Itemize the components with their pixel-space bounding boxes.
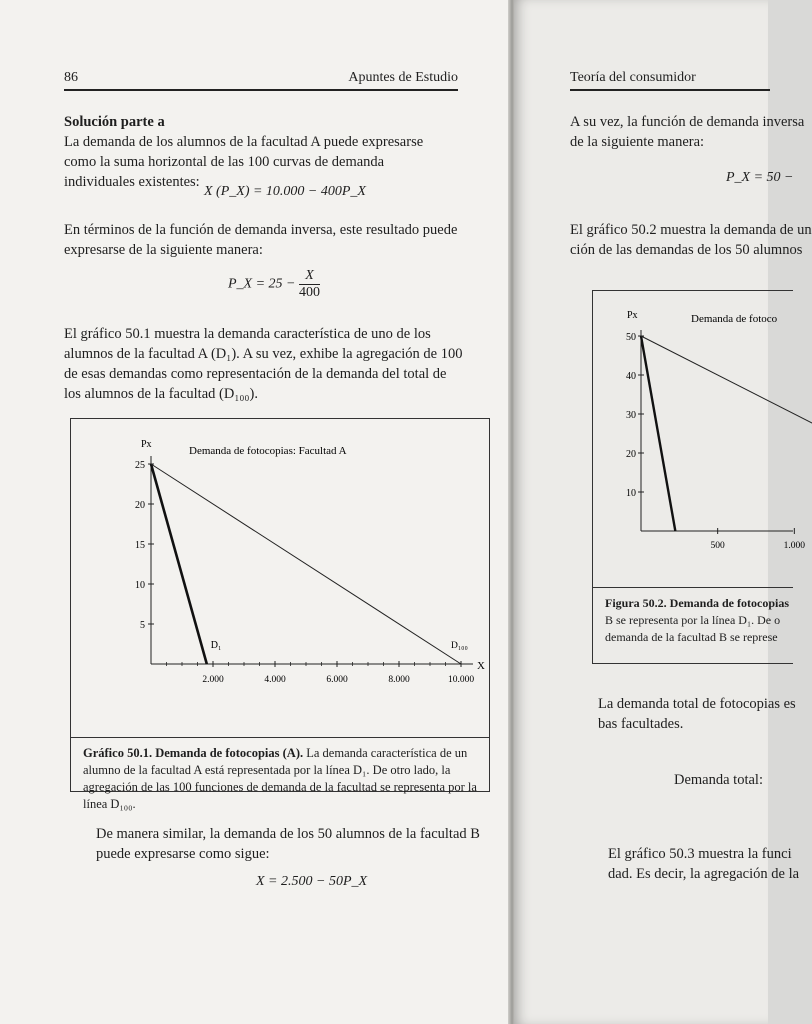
series-d1-label: D₁ bbox=[210, 640, 222, 651]
equation-2 bbox=[228, 268, 320, 301]
right-paragraph-1: A su vez, la función de demanda inversa bbox=[570, 114, 805, 130]
right-paragraph-3: La demanda total de fotocopias es bbox=[598, 696, 796, 712]
right-equation-1: P_X = 50 − bbox=[726, 170, 794, 185]
y-axis-label: Px bbox=[141, 439, 152, 450]
y-tick-label: 10 bbox=[135, 580, 145, 591]
page-number: 86 bbox=[64, 70, 78, 85]
x-tick-label: 4.000 bbox=[264, 675, 286, 685]
total-demand-label: Demanda total: bbox=[674, 772, 763, 788]
y-tick-label: 5 bbox=[140, 620, 145, 631]
y-tick-label: 40 bbox=[626, 371, 636, 382]
y-tick-label: 50 bbox=[626, 332, 636, 343]
figure-50-2 bbox=[592, 290, 806, 664]
y-axis-label: Px bbox=[627, 310, 638, 321]
right-caption-bold: Figura 50.2. Demanda de fotocopias bbox=[605, 596, 789, 610]
section-heading: Solución parte a bbox=[64, 114, 165, 130]
right-paragraph-4b: dad. Es decir, la agregación de la bbox=[608, 866, 800, 882]
header-rule bbox=[64, 89, 458, 91]
paragraph-3: El gráfico 50.1 muestra la demanda característica de uno de los alumnos de la facultad A (D₁). A su vez, exhibe la agregación de 100 de esas demandas como representación de la demanda del total de los alumnos de la facultad (D₁₀₀). bbox=[64, 326, 463, 402]
right-paragraph-2b: ción de las demandas de los 50 alumnos bbox=[570, 242, 803, 258]
chart-title: Demanda de fotoco bbox=[691, 313, 778, 325]
right-caption-line-3: demanda de la facultad B se represe bbox=[605, 630, 778, 644]
y-tick-label: 20 bbox=[135, 500, 145, 511]
series-d50-line bbox=[641, 336, 812, 531]
figure-50-1 bbox=[70, 418, 490, 811]
right-paragraph-3b: bas facultades. bbox=[598, 716, 684, 732]
equation-3 bbox=[256, 874, 367, 890]
y-tick-label: 25 bbox=[135, 460, 145, 471]
right-paragraph-4: El gráfico 50.3 muestra la funci bbox=[608, 846, 792, 862]
running-head: Apuntes de Estudio bbox=[348, 70, 458, 85]
series-d100-label: D₁₀₀ bbox=[451, 641, 468, 651]
figure-50-1-caption bbox=[71, 737, 489, 811]
paragraph-2: En términos de la función de demanda inversa, este resultado puede expresarse de la siguiente manera: bbox=[64, 222, 458, 258]
right-paragraph-2: El gráfico 50.2 muestra la demanda de un bbox=[570, 222, 812, 238]
y-tick-label: 30 bbox=[626, 410, 636, 421]
equation-3-text: X = 2.500 − 50P_X bbox=[256, 874, 368, 889]
right-running-head: Teoría del consumidor bbox=[570, 70, 696, 85]
equation-2-denominator: 400 bbox=[299, 285, 320, 300]
equation-2-fraction bbox=[299, 268, 320, 301]
y-tick-label: 20 bbox=[626, 449, 636, 460]
series-d1-line bbox=[151, 464, 207, 664]
x-tick-label: 2.000 bbox=[202, 675, 224, 685]
x-tick-label: 500 bbox=[710, 541, 725, 551]
y-tick-label: 15 bbox=[135, 540, 145, 551]
right-header-rule bbox=[570, 89, 770, 91]
x-tick-label: 8.000 bbox=[388, 675, 410, 685]
chart-facultad-b bbox=[593, 291, 806, 587]
right-page bbox=[514, 0, 812, 1024]
figure-50-2-caption bbox=[593, 587, 793, 663]
equation-1 bbox=[204, 184, 366, 200]
series-d1-line bbox=[641, 336, 675, 531]
caption-text: La demanda característica de un alumno de la facultad A está representada por la línea D₁. De otro lado, la agregación de las 100 funciones de demanda de la facultad se representa por la línea D₁₀₀. bbox=[83, 746, 477, 811]
equation-2-numerator: X bbox=[299, 268, 320, 285]
chart-title: Demanda de fotocopias: Facultad A bbox=[189, 445, 347, 457]
x-tick-label: 6.000 bbox=[326, 675, 348, 685]
chart-facultad-a bbox=[71, 419, 489, 737]
y-tick-label: 10 bbox=[626, 488, 636, 499]
right-caption-line-2: B se representa por la línea D₁. De o bbox=[605, 613, 781, 627]
paragraph-4: De manera similar, la demanda de los 50 alumnos de la facultad B puede expresarse como sigue: bbox=[96, 826, 480, 862]
paragraph-1: La demanda de los alumnos de la facultad A puede expresarse como la suma horizontal de las 100 curvas de demanda individuales existentes: bbox=[64, 134, 424, 190]
x-tick-label: 1.000 bbox=[783, 541, 806, 551]
right-paragraph-1b: de la siguiente manera: bbox=[570, 134, 705, 150]
caption-bold: Gráfico 50.1. Demanda de fotocopias (A). bbox=[83, 746, 304, 760]
equation-2-lhs: P_X = 25 − bbox=[228, 276, 296, 292]
equation-1-text: X (P_X) = 10.000 − 400P_X bbox=[204, 184, 366, 199]
x-axis-label: X bbox=[477, 660, 485, 672]
x-tick-label: 10.000 bbox=[447, 675, 475, 685]
